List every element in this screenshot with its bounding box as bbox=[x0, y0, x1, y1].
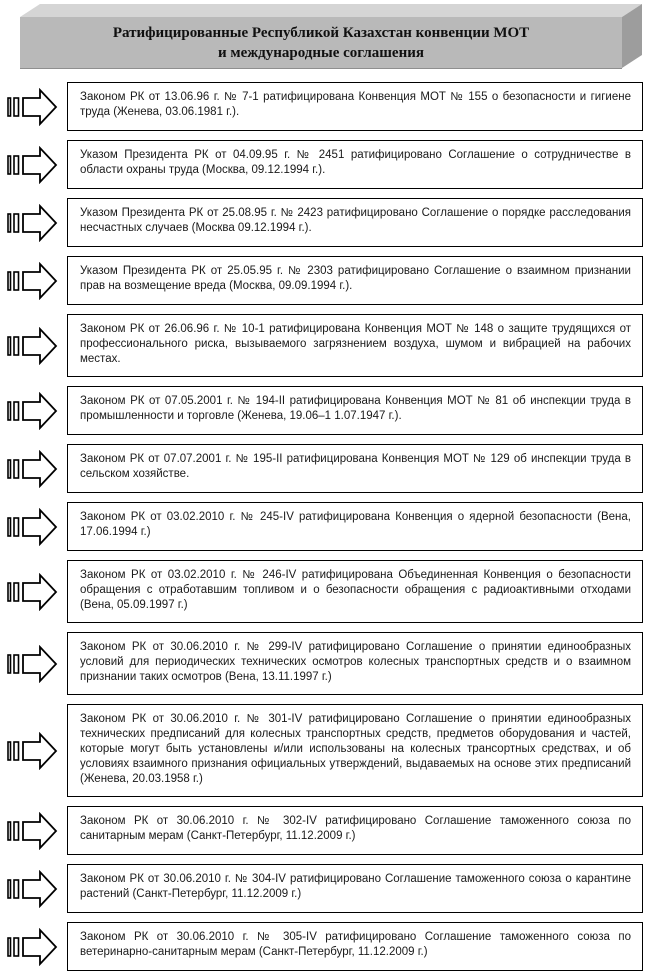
item-text: Законом РК от 07.07.2001 г. № 195-II ратифицирована Конвенция МОТ № 129 об инспекции труда в сельском хозяйстве. bbox=[80, 453, 631, 480]
item-text: Указом Президента РК от 25.08.95 г. № 2423 ратифицировано Соглашение о порядке расследования несчастных случаев (Москва 09.12.1994 г.). bbox=[80, 207, 631, 234]
title-banner-3d bbox=[0, 0, 650, 72]
list-item bbox=[6, 314, 643, 377]
list-item bbox=[6, 632, 643, 695]
page-title bbox=[20, 17, 622, 68]
list-item bbox=[6, 806, 643, 855]
list-item bbox=[6, 198, 643, 247]
striped-right-arrow-icon bbox=[6, 508, 58, 546]
striped-right-arrow-icon bbox=[6, 88, 58, 126]
list-item bbox=[6, 864, 643, 913]
item-text: Законом РК от 13.06.96 г. № 7-1 ратифицирована Конвенция МОТ № 155 о безопасности и гигиене труда (Женева, 03.06.1981 г.). bbox=[80, 91, 631, 118]
page-title-line1: Ратифицированные Республикой Казахстан конвенции МОТ bbox=[112, 24, 530, 41]
item-box bbox=[67, 922, 643, 971]
item-box bbox=[67, 444, 643, 493]
item-box bbox=[67, 198, 643, 247]
item-box bbox=[67, 82, 643, 131]
list-item bbox=[6, 386, 643, 435]
striped-right-arrow-icon bbox=[6, 812, 58, 850]
item-text: Законом РК от 30.06.2010 г. № 304-IV ратифицировано Соглашение таможенного союза о карантине растений (Санкт-Петербург, 11.12.2009 г.) bbox=[80, 873, 631, 900]
item-text: Законом РК от 07.05.2001 г. № 194-II ратифицирована Конвенция МОТ № 81 об инспекции труда в промышленности и торговле (Женева, 19.06–1 1.07.1947 г.). bbox=[80, 395, 631, 422]
list-item bbox=[6, 82, 643, 131]
item-text: Законом РК от 03.02.2010 г. № 245-IV ратифицирована Конвенция о ядерной безопасности (Вена, 17.06.1994 г.) bbox=[80, 511, 631, 538]
item-text: Законом РК от 26.06.96 г. № 10-1 ратифицирована Конвенция МОТ № 148 о защите трудящихся от профессионального риска, вызываемого загрязнением воздуха, шумом и вибрацией на рабочих местах. bbox=[80, 323, 631, 365]
list-item bbox=[6, 444, 643, 493]
item-box bbox=[67, 386, 643, 435]
item-text: Законом РК от 03.02.2010 г. № 246-IV ратифицирована Объединенная Конвенция о безопасности обращения с отработавшим топливом и о безопасности обращения с радиоактивными отходами (Вена, 05.09.1997 г.) bbox=[80, 569, 631, 611]
item-box bbox=[67, 502, 643, 551]
list-item bbox=[6, 256, 643, 305]
item-box bbox=[67, 140, 643, 189]
item-box bbox=[67, 704, 643, 797]
list-item bbox=[6, 922, 643, 971]
item-box bbox=[67, 256, 643, 305]
items-list bbox=[0, 82, 650, 971]
striped-right-arrow-icon bbox=[6, 204, 58, 242]
list-item bbox=[6, 560, 643, 623]
striped-right-arrow-icon bbox=[6, 146, 58, 184]
striped-right-arrow-icon bbox=[6, 928, 58, 966]
list-item bbox=[6, 140, 643, 189]
item-text: Указом Президента РК от 25.05.95 г. № 2303 ратифицировано Соглашение о взаимном признании прав на возмещение вреда (Москва, 09.09.1994 г.). bbox=[80, 265, 631, 292]
striped-right-arrow-icon bbox=[6, 327, 58, 365]
item-text: Законом РК от 30.06.2010 г. № 302-IV ратифицировано Соглашение таможенного союза по санитарным мерам (Санкт-Петербург, 11.12.2009 г.) bbox=[80, 815, 631, 842]
page-title-line2: и международные соглашения bbox=[218, 44, 424, 61]
item-box bbox=[67, 560, 643, 623]
striped-right-arrow-icon bbox=[6, 870, 58, 908]
list-item bbox=[6, 502, 643, 551]
striped-right-arrow-icon bbox=[6, 573, 58, 611]
item-text: Законом РК от 30.06.2010 г. № 305-IV ратифицировано Соглашение таможенного союза по ветеринарно-санитарным мерам (Санкт-Петербург, 11.12.2009 г.) bbox=[80, 931, 631, 958]
list-item bbox=[6, 704, 643, 797]
striped-right-arrow-icon bbox=[6, 450, 58, 488]
item-box bbox=[67, 632, 643, 695]
striped-right-arrow-icon bbox=[6, 262, 58, 300]
item-text: Указом Президента РК от 04.09.95 г. № 2451 ратифицировано Соглашение о сотрудничестве в области охраны труда (Москва, 09.12.1994 г.). bbox=[80, 149, 631, 176]
title-banner-top-face bbox=[20, 4, 642, 17]
item-box bbox=[67, 314, 643, 377]
striped-right-arrow-icon bbox=[6, 732, 58, 770]
item-text: Законом РК от 30.06.2010 г. № 299-IV ратифицировано Соглашение о принятии единообразных условий для периодических технических осмотров колесных транспортных средств и о взаимном признании таких осмотров (Вена, 13.11.1997 г.) bbox=[80, 641, 631, 683]
item-text: Законом РК от 30.06.2010 г. № 301-IV ратифицировано Соглашение о принятии единообразных технических предписаний для колесных транспортных средств, предметов оборудования и частей, которые могут быть установлены и/или использованы на колесных трансортных средствах, и об условиях взаимного признания официальных утверждений, выдаваемых на основе этих предписаний (Женева, 20.03.1958 г.) bbox=[80, 713, 631, 785]
item-box bbox=[67, 806, 643, 855]
striped-right-arrow-icon bbox=[6, 392, 58, 430]
striped-right-arrow-icon bbox=[6, 645, 58, 683]
item-box bbox=[67, 864, 643, 913]
